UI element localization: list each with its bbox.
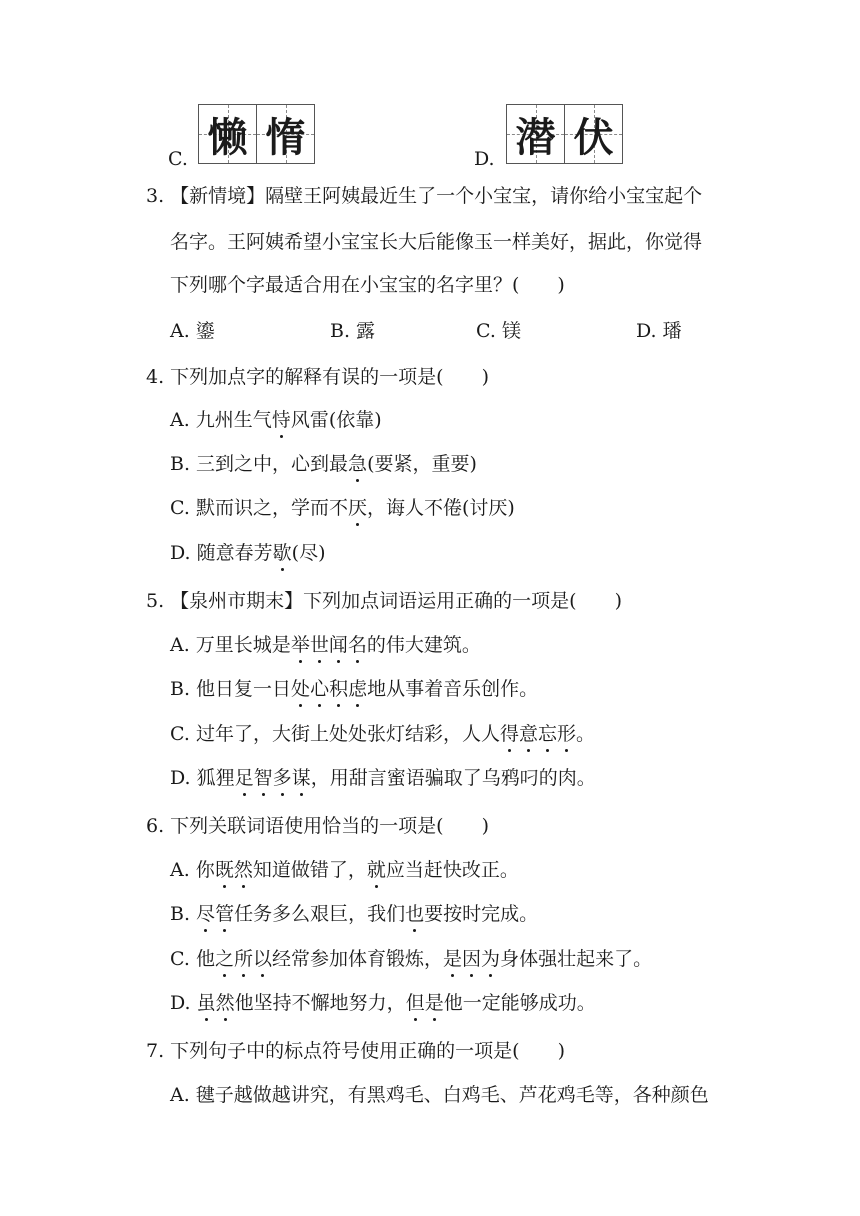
- dotted-char: 厌: [347, 497, 367, 519]
- q4-option-b[interactable]: B. 三到之中，心到最急(要紧，重要): [170, 453, 477, 475]
- q6-option-a[interactable]: [170, 857, 519, 883]
- dotted-char: 名: [347, 634, 367, 656]
- grid-cell: [507, 105, 565, 163]
- q5-option-a[interactable]: A. 万里长城是举世闻名的伟大建筑。: [170, 634, 481, 656]
- dotted-char: 急: [348, 453, 368, 475]
- dotted-char: 形: [557, 723, 577, 745]
- dotted-char: 虽: [196, 992, 216, 1014]
- dotted-char: 也: [405, 903, 425, 925]
- q5-option-d[interactable]: D. 狐狸足智多谋，用甜言蜜语骗取了乌鸦叼的肉。: [170, 767, 596, 789]
- dotted-char: 既: [214, 859, 234, 881]
- grid-char: 伏: [573, 114, 614, 161]
- q3-option-a[interactable]: A. 鎏: [170, 320, 215, 342]
- q4-option-a[interactable]: A. 九州生气恃风雷(依靠): [170, 409, 382, 431]
- q5-option-b[interactable]: B. 他日复一日处心积虑地从事着音乐创作。: [170, 678, 539, 700]
- option-text: 他一定能够成功。: [443, 992, 596, 1014]
- q5-stem: 5. 【泉州市期末】下列加点词语运用正确的一项是( ): [146, 590, 622, 612]
- q3-stem-line-3: 下列哪个字最适合用在小宝宝的名字里？( ): [170, 274, 565, 296]
- dotted-char: 智: [253, 767, 273, 789]
- q3-option-b[interactable]: B. 露: [330, 320, 376, 342]
- dotted-char: 心: [310, 678, 330, 700]
- option-text: 任务多么艰巨，我们: [234, 903, 406, 925]
- grid-cell: [199, 105, 257, 163]
- dotted-char: 是: [443, 948, 463, 970]
- dotted-char: 意: [518, 723, 538, 745]
- dotted-char: 世: [309, 634, 329, 656]
- dotted-char: 闻: [328, 634, 348, 656]
- dotted-char: 积: [329, 678, 349, 700]
- option-text: 他坚持不懈地努力，: [234, 992, 406, 1014]
- grid-char: 潜: [515, 114, 556, 161]
- option-c-letter: C.: [168, 148, 188, 170]
- tianzige-grid-d: [506, 104, 623, 164]
- dotted-char: 虑: [348, 678, 368, 700]
- q4-option-c[interactable]: C. 默而识之，学而不厌，诲人不倦(讨厌): [170, 497, 515, 519]
- dotted-char: 然: [233, 859, 253, 881]
- option-text: B.: [170, 903, 197, 925]
- option-text: 知道做错了，: [252, 859, 367, 881]
- dotted-char: 之: [214, 948, 234, 970]
- dotted-char: 举: [290, 634, 310, 656]
- option-text: 应当赶快改正。: [385, 859, 519, 881]
- dotted-char: 得: [499, 723, 519, 745]
- grid-char: 惰: [265, 114, 306, 161]
- grid-cell: [257, 105, 314, 163]
- dotted-char: 以: [252, 948, 272, 970]
- option-text: C. 他: [170, 948, 215, 970]
- dotted-char: 所: [233, 948, 253, 970]
- option-d-letter: D.: [474, 148, 495, 170]
- dotted-char: 但: [405, 992, 425, 1014]
- dotted-char: 为: [481, 948, 501, 970]
- q7-option-a[interactable]: A. 毽子越做越讲究，有黑鸡毛、白鸡毛、芦花鸡毛等，各种颜色: [170, 1084, 709, 1106]
- grid-cell: [565, 105, 622, 163]
- q6-option-d[interactable]: [170, 990, 596, 1016]
- option-text: 身体强壮起来了。: [500, 948, 653, 970]
- option-text: A. 你: [170, 859, 215, 881]
- dotted-char: 因: [462, 948, 482, 970]
- dotted-char: 处: [291, 678, 311, 700]
- tianzige-grid-c: [198, 104, 315, 164]
- q3-stem-line-1: 3. 【新情境】隔壁王阿姨最近生了一个小宝宝，请你给小宝宝起个: [146, 185, 703, 207]
- dotted-char: 管: [215, 903, 235, 925]
- q3-option-c[interactable]: C. 镁: [476, 320, 521, 342]
- dotted-char: 恃: [271, 409, 291, 431]
- dotted-char: 忘: [537, 723, 557, 745]
- q4-stem: 4. 下列加点字的解释有误的一项是( ): [146, 366, 489, 388]
- q5-option-c[interactable]: C. 过年了，大街上处处张灯结彩，人人得意忘形。: [170, 723, 596, 745]
- dotted-char: 谋: [291, 767, 311, 789]
- grid-char: 懒: [207, 114, 248, 161]
- dotted-char: 足: [234, 767, 254, 789]
- dotted-char: 就: [366, 859, 386, 881]
- dotted-char: 然: [215, 992, 235, 1014]
- q6-option-b[interactable]: [170, 901, 538, 927]
- q6-stem: 6. 下列关联词语使用恰当的一项是( ): [146, 815, 489, 837]
- q3-option-d[interactable]: D. 璠: [636, 320, 682, 342]
- q6-option-c[interactable]: [170, 946, 652, 972]
- dotted-char: 是: [424, 992, 444, 1014]
- dotted-char: 歇: [272, 542, 292, 564]
- option-text: 要按时完成。: [424, 903, 539, 925]
- option-text: D.: [170, 992, 197, 1014]
- dotted-char: 多: [272, 767, 292, 789]
- dotted-char: 尽: [196, 903, 216, 925]
- q4-option-d[interactable]: D. 随意春芳歇(尽): [170, 542, 326, 564]
- q7-stem: 7. 下列句子中的标点符号使用正确的一项是( ): [146, 1040, 565, 1062]
- q3-stem-line-2: 名字。王阿姨希望小宝宝长大后能像玉一样美好，据此，你觉得: [170, 231, 703, 253]
- option-text: 经常参加体育锻炼，: [272, 948, 444, 970]
